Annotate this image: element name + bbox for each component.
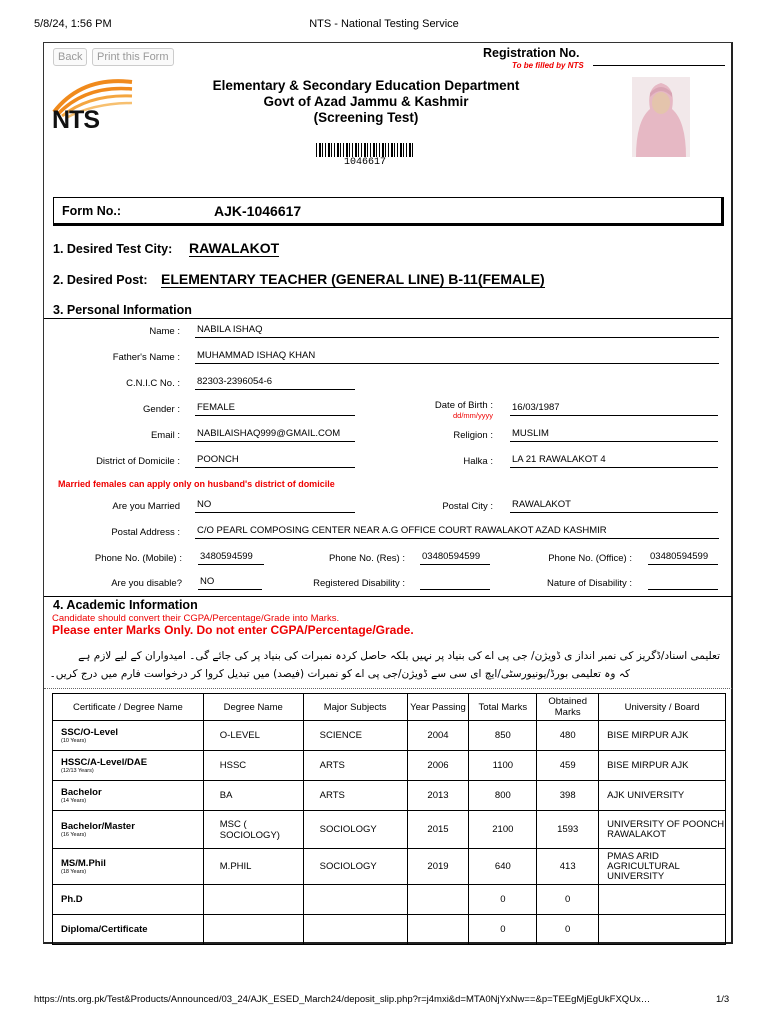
cert-name: MS/M.Phil (18 Years)	[53, 849, 204, 885]
postal-city-value: RAWALAKOT	[510, 499, 718, 513]
married-note: Married females can apply only on husband's district of domicile	[58, 479, 335, 489]
barcode-icon	[316, 143, 414, 157]
academic-info-heading: 4. Academic Information	[53, 598, 198, 612]
cert-name: HSSC/A-Level/DAE (12/13 Years)	[53, 751, 204, 781]
major-subjects: SCIENCE	[303, 721, 407, 751]
table-row	[53, 885, 726, 915]
mobile-label: Phone No. (Mobile) :	[94, 553, 182, 564]
obtained-marks: 459	[537, 751, 599, 781]
major-subjects	[303, 885, 407, 915]
print-page-title: NTS - National Testing Service	[309, 18, 459, 30]
university-board	[599, 915, 726, 945]
form-number-box	[53, 197, 724, 226]
year-passing: 2013	[407, 781, 469, 811]
total-marks: 640	[469, 849, 537, 885]
university-board: PMAS ARID AGRICULTURAL UNIVERSITY	[599, 849, 726, 885]
major-subjects: ARTS	[303, 751, 407, 781]
major-subjects: ARTS	[303, 781, 407, 811]
disable-label: Are you disable?	[111, 578, 182, 589]
registration-label: Registration No.	[483, 46, 580, 60]
applicant-photo-icon	[632, 77, 690, 157]
name-value: NABILA ISHAQ	[195, 324, 719, 338]
halka-value: LA 21 RAWALAKOT 4	[510, 454, 718, 468]
col-obtained: Obtained Marks	[537, 694, 599, 721]
total-marks: 0	[469, 885, 537, 915]
domicile-value: POONCH	[195, 454, 355, 468]
academic-table-header	[53, 694, 726, 721]
year-passing: 2006	[407, 751, 469, 781]
department-header	[188, 78, 544, 126]
dob-format: dd/mm/yyyy	[452, 411, 493, 420]
father-name-label: Father's Name :	[112, 352, 180, 363]
personal-info-heading: 3. Personal Information	[53, 303, 192, 317]
total-marks: 850	[469, 721, 537, 751]
postal-address-label: Postal Address :	[111, 527, 180, 538]
major-subjects: SOCIOLOGY	[303, 849, 407, 885]
desired-post-label: 2. Desired Post:	[53, 273, 148, 287]
postal-city-label: Postal City :	[442, 501, 493, 512]
degree-name	[203, 885, 303, 915]
table-row	[53, 849, 726, 885]
desired-post-value: ELEMENTARY TEACHER (GENERAL LINE) B-11(FEMALE)	[161, 271, 545, 287]
office-phone-value: 03480594599	[648, 551, 718, 565]
disable-value: NO	[198, 576, 262, 590]
dob-value: 16/03/1987	[510, 402, 718, 416]
major-subjects: SOCIOLOGY	[303, 811, 407, 849]
col-university: University / Board	[599, 694, 726, 721]
registration-note: To be filled by NTS	[512, 61, 584, 70]
table-top-divider	[44, 688, 732, 689]
academic-note-1: Candidate should convert their CGPA/Percentage/Grade into Marks.	[52, 613, 340, 624]
married-label: Are you Married	[112, 501, 180, 512]
domicile-label: District of Domicile :	[96, 456, 180, 467]
nts-logo	[48, 72, 138, 142]
degree-name	[203, 915, 303, 945]
registration-number-line	[593, 65, 725, 66]
col-year: Year Passing	[407, 694, 469, 721]
obtained-marks: 0	[537, 915, 599, 945]
back-button[interactable]: Back	[53, 48, 87, 66]
col-major: Major Subjects	[303, 694, 407, 721]
urdu-instruction-line-1: تعلیمی اسناد/ڈگریز کی نمبر انداز ی ڈویژن/ جی پی اے کی بنیاد پر نہیں بلکہ حاصل کردہ نمبرات کی بنیاد پر کی جائے گی۔ امیدواران کے لیے لازم ہے	[78, 650, 720, 662]
degree-name: M.PHIL	[203, 849, 303, 885]
total-marks: 1100	[469, 751, 537, 781]
form-number-value: AJK-1046617	[214, 203, 302, 219]
total-marks: 2100	[469, 811, 537, 849]
desired-city-value: RAWALAKOT	[189, 240, 280, 256]
year-passing: 2004	[407, 721, 469, 751]
form-number-label: Form No.:	[62, 204, 122, 218]
university-board: UNIVERSITY OF POONCH RAWALAKOT	[599, 811, 726, 849]
res-phone-value: 03480594599	[420, 551, 490, 565]
print-datetime: 5/8/24, 1:56 PM	[34, 18, 112, 30]
cert-name: Bachelor (14 Years)	[53, 781, 204, 811]
dob-label: Date of Birth :	[434, 400, 493, 411]
print-form-button[interactable]: Print this Form	[92, 48, 174, 66]
print-page-number: 1/3	[716, 994, 730, 1005]
print-url: https://nts.org.pk/Test&Products/Announced/03_24/AJK_ESED_March24/deposit_slip.php?r=j4mxi&d=MTA0NjYxNw==&p=TEEgMjEgUkFXQUx…	[34, 994, 651, 1005]
nts-logo-text: NTS	[52, 106, 99, 134]
obtained-marks: 1593	[537, 811, 599, 849]
header-line-2: Govt of Azad Jammu & Kashmir	[263, 94, 469, 109]
email-label: Email :	[150, 430, 180, 441]
obtained-marks: 398	[537, 781, 599, 811]
university-board: BISE MIRPUR AJK	[599, 751, 726, 781]
degree-name: BA	[203, 781, 303, 811]
nature-disability-value	[648, 576, 718, 590]
col-certificate: Certificate / Degree Name	[53, 694, 204, 721]
total-marks: 800	[469, 781, 537, 811]
academic-divider	[44, 596, 732, 597]
halka-label: Halka :	[463, 456, 493, 467]
obtained-marks: 480	[537, 721, 599, 751]
obtained-marks: 0	[537, 885, 599, 915]
table-row	[53, 811, 726, 849]
year-passing	[407, 915, 469, 945]
applicant-photo	[632, 77, 690, 157]
gender-value: FEMALE	[195, 402, 355, 416]
religion-value: MUSLIM	[510, 428, 718, 442]
name-label: Name :	[149, 326, 180, 337]
cert-name: Ph.D	[53, 885, 204, 915]
email-value: NABILAISHAQ999@GMAIL.COM	[195, 428, 355, 442]
year-passing	[407, 885, 469, 915]
desired-city-label: 1. Desired Test City:	[53, 242, 173, 256]
res-phone-label: Phone No. (Res) :	[328, 553, 405, 564]
degree-name: HSSC	[203, 751, 303, 781]
university-board	[599, 885, 726, 915]
header-line-1: Elementary & Secondary Education Department	[212, 78, 520, 93]
father-name-value: MUHAMMAD ISHAQ KHAN	[195, 350, 719, 364]
degree-name: MSC ( SOCIOLOGY)	[203, 811, 303, 849]
table-row	[53, 721, 726, 751]
obtained-marks: 413	[537, 849, 599, 885]
cnic-value: 82303-2396054-6	[195, 376, 355, 390]
personal-info-divider	[44, 318, 732, 319]
year-passing: 2019	[407, 849, 469, 885]
academic-note-2: Please enter Marks Only. Do not enter CGPA/Percentage/Grade.	[52, 623, 414, 637]
barcode-number: 1046617	[343, 157, 386, 168]
major-subjects	[303, 915, 407, 945]
table-row	[53, 915, 726, 945]
mobile-value: 3480594599	[198, 551, 264, 565]
cert-name: SSC/O-Level (10 Years)	[53, 721, 204, 751]
academic-table	[52, 693, 726, 945]
urdu-instruction	[40, 647, 720, 683]
married-value: NO	[195, 499, 355, 513]
urdu-instruction-line-2: کہ وہ تعلیمی بورڈ/یونیورسٹی/ایچ ای سی سے ڈویژن/جی پی اے کو نمبرات (فیصد) میں تبدیل کروا کر درخواست فارم میں درج کریں۔	[49, 668, 630, 680]
nature-disability-label: Nature of Disability :	[546, 578, 632, 589]
total-marks: 0	[469, 915, 537, 945]
postal-address-value: C/O PEARL COMPOSING CENTER NEAR A.G OFFICE COURT RAWALAKOT AZAD KASHMIR	[195, 525, 719, 539]
header-line-3: (Screening Test)	[313, 110, 419, 125]
cert-name: Bachelor/Master (16 Years)	[53, 811, 204, 849]
cert-name: Diploma/Certificate	[53, 915, 204, 945]
degree-name: O-LEVEL	[203, 721, 303, 751]
registered-disability-value	[420, 576, 490, 590]
office-phone-label: Phone No. (Office) :	[548, 553, 632, 564]
university-board: AJK UNIVERSITY	[599, 781, 726, 811]
registered-disability-label: Registered Disability :	[313, 578, 405, 589]
religion-label: Religion :	[453, 430, 493, 441]
university-board: BISE MIRPUR AJK	[599, 721, 726, 751]
col-degree: Degree Name	[203, 694, 303, 721]
year-passing: 2015	[407, 811, 469, 849]
col-total: Total Marks	[469, 694, 537, 721]
table-row	[53, 751, 726, 781]
gender-label: Gender :	[143, 404, 180, 415]
cnic-label: C.N.I.C No. :	[126, 378, 180, 389]
table-row	[53, 781, 726, 811]
